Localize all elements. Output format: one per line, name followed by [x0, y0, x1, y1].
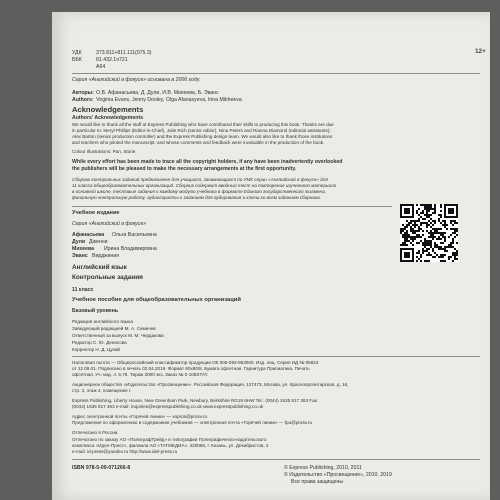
acknowledgements-title: Acknowledgements	[72, 105, 144, 114]
catalog-code: А64	[96, 64, 106, 70]
ack-line: and teachers who piloted the manuscript, and whose comments and feedback were invaluable in the production of the book.	[72, 140, 325, 145]
book-subtitle: Контрольные задания	[72, 274, 143, 281]
copyright-page	[52, 12, 490, 500]
person-surname: Эванс	[72, 253, 88, 259]
person-surname: Дули	[72, 239, 86, 245]
publisher-ru-line: стр. 3, этаж 4, помещение I.	[72, 388, 132, 393]
printed-in: Отпечатано в России.	[72, 430, 119, 435]
copyright-notice: While every effort has been made to trace all the copyright holders, if any have been inadvertently overlooked	[72, 159, 343, 165]
authors-en: Virginia Evans, Jenny Dooley, Olga Afanasyeva, Irina Mikheeva	[96, 97, 242, 103]
book-type: Учебное пособие для общеобразовательных организаций	[72, 297, 241, 303]
contact-line: Адрес электронной почты «Горячей линии» — vopros@prosv.ru	[72, 414, 208, 419]
publisher-en-line: (0044) 1635 817 463 e-mail: inquiries@expresspublishing.co.uk www.expresspublishing.co.uk	[72, 404, 264, 409]
grade: 11 класс	[72, 287, 94, 293]
age-rating-badge: 12+	[475, 48, 486, 55]
printer-line: e-mail: id-press@yandex.ru http://www.idel-press.ru	[72, 449, 178, 454]
staff-line: Ответственный за выпуск М. М. Чердакова	[72, 333, 164, 338]
staff-line: Корректор Н. Д. Цухай	[72, 347, 120, 352]
print-info-line: Налоговая льгота — Общероссийский классификатор продукции ОК 005-093-953000. Изд. лиц. Серия ИД № 05824	[72, 360, 319, 365]
bbk-value: 81.432.1я721	[96, 57, 128, 63]
series-line: Серия «Английский в фокусе»	[72, 221, 147, 227]
copyright-line: © Express Publishing, 2010, 2011	[284, 465, 362, 471]
isbn: ISBN 978-5-09-071266-8	[72, 465, 131, 471]
description-line: Сборник контрольных заданий предназначен для учащихся, занимающихся по УМК серии «Английский в фокусе» для	[72, 177, 328, 182]
print-info-line: офсетная. Уч.-изд. л. 5,78. Тираж 3000 экз. Заказ № 0-108STAT.	[72, 372, 209, 377]
authors-ru-label: Авторы:	[72, 90, 94, 96]
watermark	[292, 248, 299, 279]
staff-line: Редактор С. Ю. Денисова	[72, 340, 127, 345]
qr-code	[400, 204, 458, 262]
staff-line: Заведующий редакцией М. А. Семичев	[72, 326, 156, 331]
staff-line: Редакция английского языка	[72, 319, 133, 324]
divider	[72, 356, 480, 357]
copyright-notice: the publishers will be pleased to make the necessary arrangements at the first opportunity.	[72, 166, 297, 172]
ack-line: We would like to thank all the staff at Express Publishing who have contributed their skills to producing this book. Thanks are due	[72, 122, 334, 127]
person-name: Ирина Владимировна	[104, 246, 157, 252]
copyright-line: Все права защищены	[291, 479, 344, 485]
ack-line: in particular to: Meryl Phillips (Editor-in-Chief), Julie Rich (senior editor), Nina Peters and Rianna Diamond (editorial assistants);	[72, 128, 331, 133]
level: Базовый уровень	[72, 308, 119, 314]
qr-code-image	[400, 204, 458, 262]
description-line: финальную контрольную работу, аудиоскрипты к заданиям для аудирования и ключи ко всем заданиям сборника.	[72, 195, 321, 200]
person-name: Вирджиния	[92, 253, 120, 259]
divider	[72, 73, 480, 74]
description-line: в основной школе, тестовые задания к каждому модулю учебника в формате Единого государственного экзамена,	[72, 189, 326, 194]
ack-line: Alex Barton (senior production controller) and the Express Publishing design team. We would also like to thank those institutions	[72, 134, 333, 139]
printer-line: Отпечатано по заказу АО «ПолиграфТрейд» в типографии Полиграфическо-издательского	[72, 437, 267, 442]
udk-value: 373.811+811.111(075.3)	[96, 50, 152, 56]
bbk-label: ББК	[72, 57, 82, 63]
divider	[72, 206, 392, 207]
contact-line: Предложения по оформлению и содержанию учебников — электронная почта «Горячей линии» — fpu@prosv.ru	[72, 420, 313, 425]
edition-type: Учебное издание	[72, 210, 120, 216]
authors-en-label: Authors:	[72, 97, 94, 103]
print-info-line: от 12.09.01. Подписано в печать 02.04.2019. Формат 60x90/8. Бумага офсетная. Гарнитура Прагматика. Печать	[72, 366, 310, 371]
divider	[72, 459, 480, 460]
copyright-line: © Издательство «Просвещение», 2010, 2019	[284, 472, 392, 478]
person-surname: Афанасьева	[72, 232, 105, 238]
publisher-ru-line: Акционерное общество «Издательство «Просвещение». Российская Федерация, 127473, Москва, ул. Краснопролетарская, д. 16,	[72, 382, 349, 387]
udk-label: УДК	[72, 50, 82, 56]
printer-line: комплекса «Идел-Пресс», филиала АО «ТАТМЕДИА». 420066, г. Казань, ул. Декабристов, 2	[72, 443, 269, 448]
person-surname: Михеева	[72, 246, 95, 252]
description-line: 11 класса общеобразовательных организаций. Сборник содержит вводный тест на повторение изученного материала	[72, 183, 337, 188]
series-note: Серия «Английский в фокусе» основана в 2006 году.	[72, 77, 201, 83]
book-title: Английский язык	[72, 264, 127, 271]
person-name: Дженни	[89, 239, 108, 245]
publisher-en-line: Express Publishing, Liberty House, New Greenham Park, Newbury, Berkshire RG19 6HW Tel.: (0044) 1635 817 363 Fax:	[72, 398, 319, 403]
colour-illustrations: Colour Illustrations: Pan, Stone.	[72, 149, 137, 154]
acknowledgements-subtitle: Authors' Acknowledgements	[72, 115, 144, 121]
authors-ru: О.В. Афанасьева, Д. Дули, И.В. Михеева, Б. Эванс	[96, 90, 219, 96]
person-name: Ольга Васильевна	[112, 232, 157, 238]
